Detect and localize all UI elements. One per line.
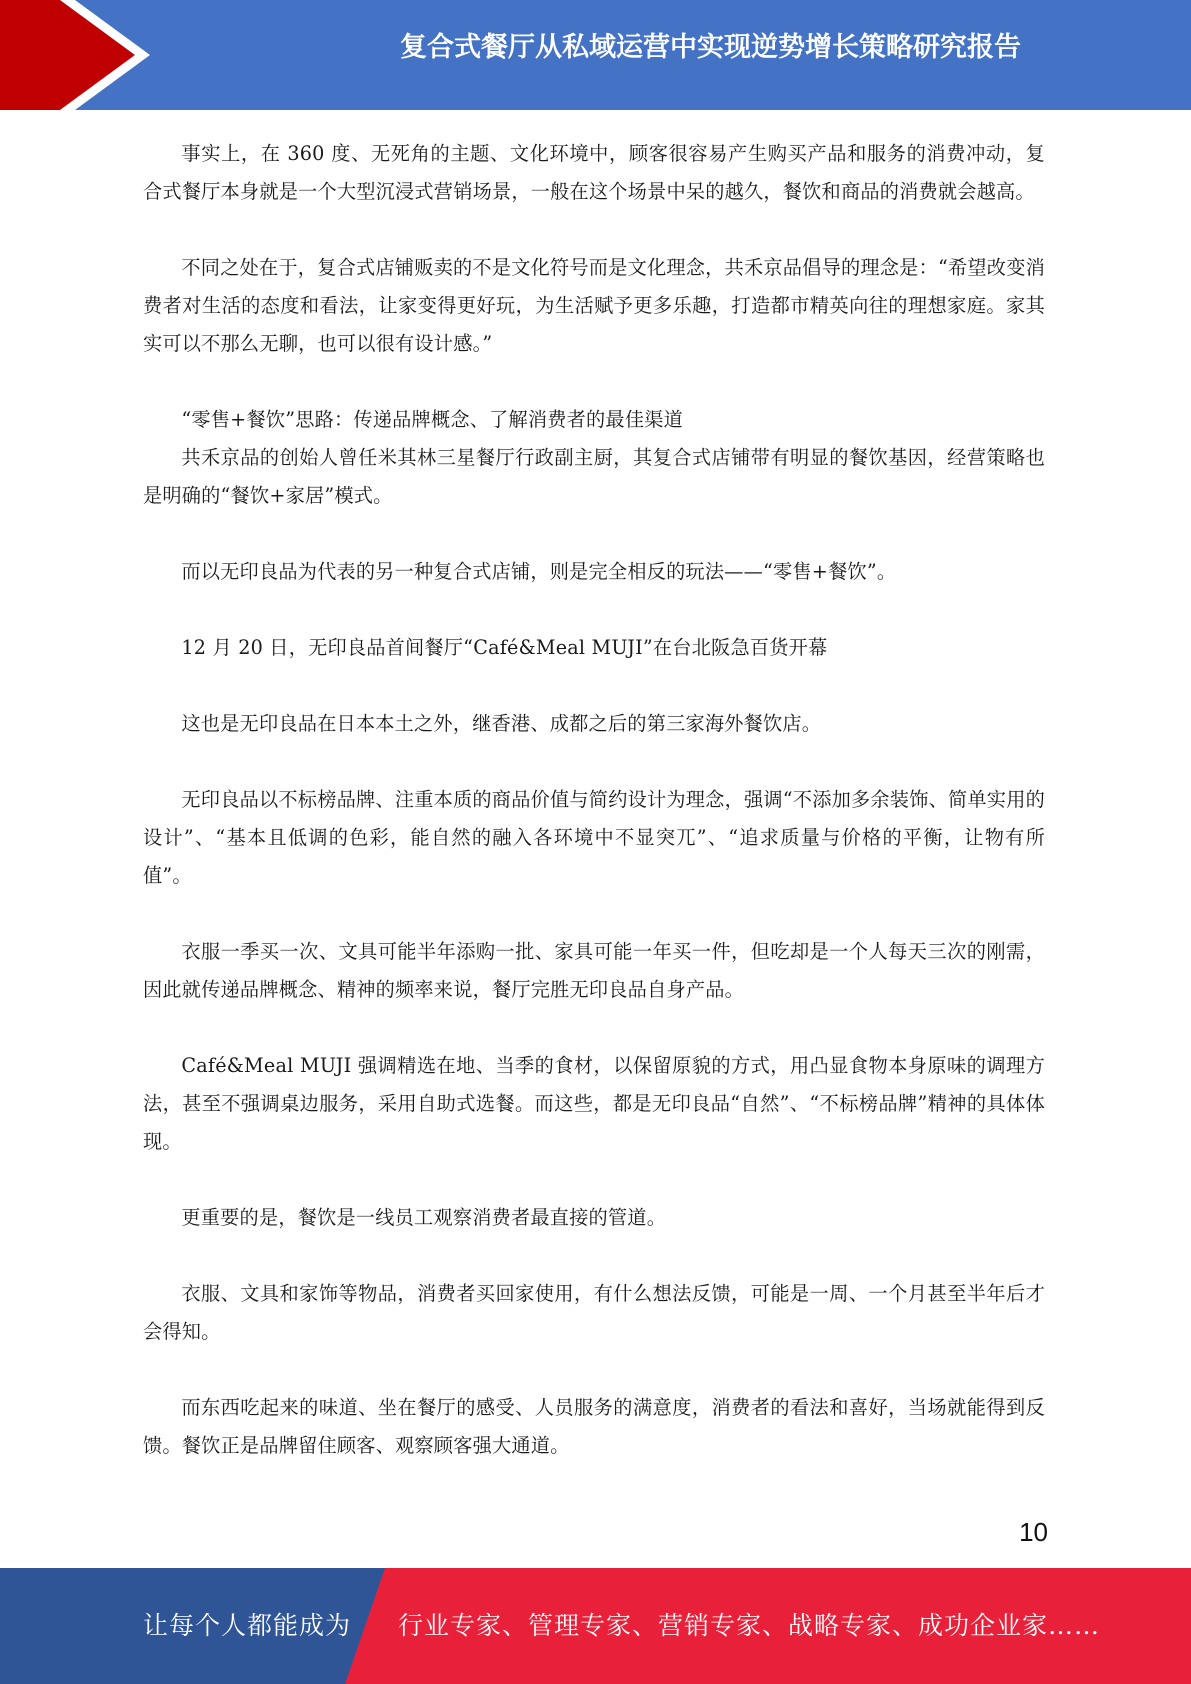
report-body bbox=[143, 135, 1045, 1465]
paragraph: 共禾京品的创始人曾任米其林三星餐厅行政副主厨，其复合式店铺带有明显的餐饮基因，经营策略也是明确的“餐饮+家居”模式。 bbox=[143, 446, 1045, 507]
paragraph: 而以无印良品为代表的另一种复合式店铺，则是完全相反的玩法——“零售+餐饮”。 bbox=[181, 560, 897, 583]
paragraph: 更重要的是，餐饮是一线员工观察消费者最直接的管道。 bbox=[181, 1206, 667, 1229]
paragraph: 不同之处在于，复合式店铺贩卖的不是文化符号而是文化理念，共禾京品倡导的理念是：“希望改变消费者对生活的态度和看法，让家变得更好玩，为生活赋予更多乐趣，打造都市精英向往的理想家庭。家其实可以不那么无聊，也可以很有设计感。” bbox=[143, 256, 1045, 355]
page-number: 10 bbox=[1019, 1517, 1048, 1547]
paragraph: 事实上，在 360 度、无死角的主题、文化环境中，顾客很容易产生购买产品和服务的消费冲动，复合式餐厅本身就是一个大型沉浸式营销场景，一般在这个场景中呆的越久，餐饮和商品的消费就会越高。 bbox=[143, 142, 1045, 203]
paragraph: 而东西吃起来的味道、坐在餐厅的感受、人员服务的满意度，消费者的看法和喜好，当场就能得到反馈。餐饮正是品牌留住顾客、观察顾客强大通道。 bbox=[143, 1396, 1045, 1457]
footer-slogan-right: 行业专家、管理专家、营销专家、战略专家、成功企业家…… bbox=[398, 1611, 1101, 1640]
paragraph: 衣服、文具和家饰等物品，消费者买回家使用，有什么想法反馈，可能是一周、一个月甚至半年后才会得知。 bbox=[143, 1282, 1045, 1343]
paragraph: 衣服一季买一次、文具可能半年添购一批、家具可能一年买一件，但吃却是一个人每天三次的刚需，因此就传递品牌概念、精神的频率来说，餐厅完胜无印良品自身产品。 bbox=[143, 940, 1045, 1001]
footer-slogan-left: 让每个人都能成为 bbox=[143, 1611, 352, 1640]
paragraph: Café&Meal MUJI 强调精选在地、当季的食材，以保留原貌的方式，用凸显食物本身原味的调理方法，甚至不强调桌边服务，采用自助式选餐。而这些，都是无印良品“自然”、“不标榜品牌”精神的具体体现。 bbox=[143, 1054, 1045, 1153]
paragraph: 无印良品以不标榜品牌、注重本质的商品价值与简约设计为理念，强调“不添加多余装饰、简单实用的设计”、“基本且低调的色彩，能自然的融入各环境中不显突兀”、“追求质量与价格的平衡，让物有所值”。 bbox=[143, 788, 1045, 887]
paragraph: 这也是无印良品在日本本土之外，继香港、成都之后的第三家海外餐饮店。 bbox=[181, 712, 822, 735]
page-footer bbox=[0, 1568, 1191, 1684]
section-subheading: “零售+餐饮”思路：传递品牌概念、了解消费者的最佳渠道 bbox=[181, 408, 683, 431]
page-header bbox=[0, 0, 1191, 110]
document-title: 复合式餐厅从私域运营中实现逆势增长策略研究报告 bbox=[400, 32, 1021, 63]
paragraph: 12 月 20 日，无印良品首间餐厅“Café&Meal MUJI”在台北阪急百货开幕 bbox=[181, 636, 828, 659]
